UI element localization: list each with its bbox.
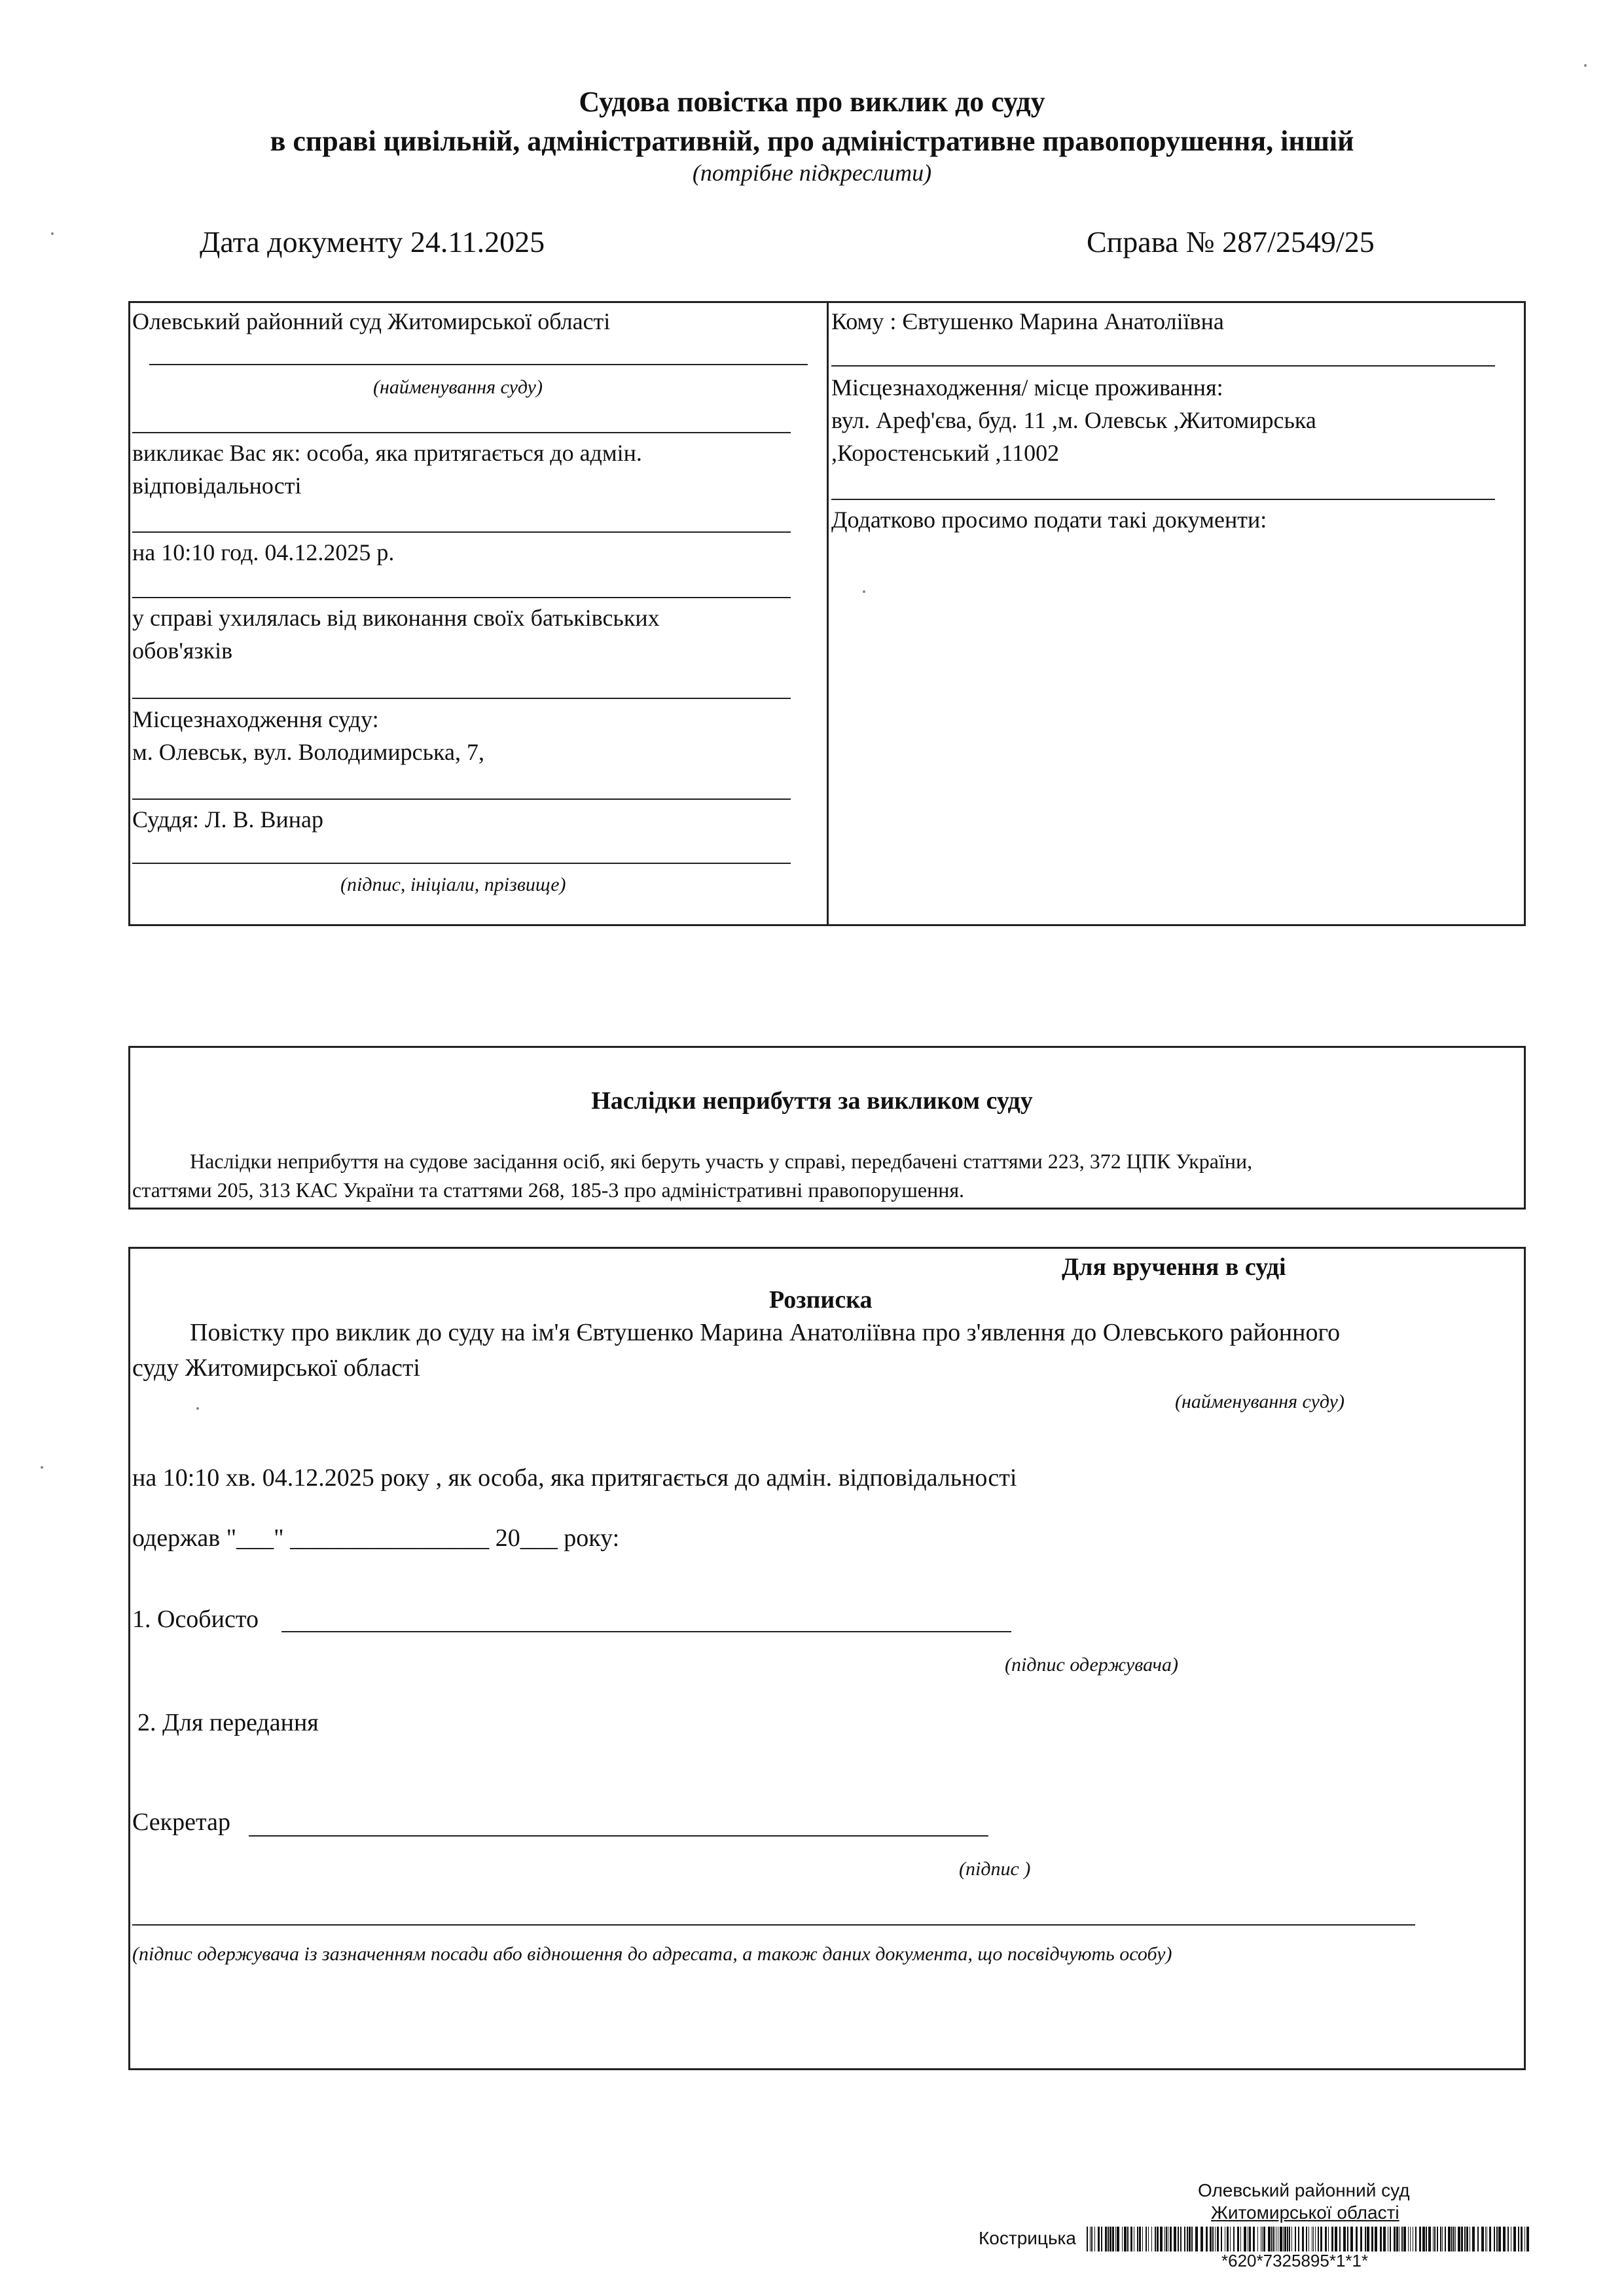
residence-address-cont: ,Коростенський ,11002 — [831, 440, 1060, 466]
secretary-label: Секретар — [132, 1808, 230, 1836]
barcode-bar — [1289, 2227, 1290, 2251]
judge-signature-caption: (підпис, ініціали, прізвище) — [340, 874, 566, 895]
divider — [132, 531, 791, 533]
secretary-signature-line — [249, 1835, 988, 1837]
barcode-bar — [1139, 2227, 1141, 2251]
barcode-bar — [1390, 2227, 1391, 2251]
barcode-bar — [1453, 2227, 1454, 2251]
barcode-bar — [1230, 2227, 1231, 2251]
barcode-bar — [1451, 2227, 1453, 2251]
court-name: Олевський районний суд Житомирської області — [132, 308, 611, 334]
divider — [149, 364, 808, 365]
divider — [132, 698, 791, 699]
barcode-bar — [1212, 2227, 1214, 2251]
document-title: Судова повістка про виклик до суду — [579, 86, 1045, 118]
barcode-bar — [1328, 2227, 1329, 2251]
barcode-bar — [1410, 2227, 1411, 2251]
barcode-bar — [1280, 2227, 1282, 2251]
consequences-title: Наслідки неприбуття за викликом суду — [591, 1087, 1033, 1115]
divider — [132, 432, 791, 433]
barcode-bar — [1155, 2227, 1156, 2251]
barcode-bar — [1408, 2227, 1409, 2251]
barcode-bar — [1148, 2227, 1149, 2251]
barcode-bar — [1442, 2227, 1443, 2251]
barcode-bar — [1127, 2227, 1128, 2251]
barcode-bar — [1221, 2227, 1222, 2251]
barcode-bar — [1315, 2227, 1316, 2251]
barcode-bar — [1263, 2227, 1265, 2251]
barcode-bar — [1115, 2227, 1116, 2251]
barcode-bar — [1257, 2227, 1258, 2251]
consequences-text: Наслідки неприбуття на судове засідання осіб, які беруть участь у справі, передбачені статтями 223, 372 ЦПК України, — [190, 1149, 1253, 1173]
divider — [831, 499, 1495, 500]
barcode-bar — [1215, 2227, 1216, 2251]
barcode-bar — [1521, 2227, 1523, 2251]
barcode-code: *620*7325895*1*1* — [1221, 2251, 1369, 2270]
barcode-bar — [1191, 2227, 1193, 2251]
barcode-bar — [1498, 2227, 1501, 2251]
receipt-text: Повістку про виклик до суду на ім'я Євтушенко Марина Анатоліївна про з'явлення до Олевського районного — [190, 1319, 1341, 1346]
stamp-court-name: Олевський районний суд — [1198, 2180, 1410, 2200]
barcode-bar — [1458, 2227, 1460, 2251]
barcode-bar — [1180, 2227, 1182, 2251]
barcode-bar — [1237, 2227, 1239, 2251]
barcode-bar — [1350, 2227, 1353, 2251]
clerk-name: Кострицька — [979, 2228, 1076, 2248]
barcode-bar — [1210, 2227, 1212, 2251]
barcode-bar — [1306, 2227, 1307, 2251]
barcode-bar — [1117, 2227, 1119, 2251]
barcode-bar — [1151, 2227, 1152, 2251]
barcode-bar — [1187, 2227, 1188, 2251]
barcode-bar — [1367, 2227, 1369, 2251]
barcode-bar — [1335, 2227, 1337, 2251]
barcode-bar — [1253, 2227, 1255, 2251]
barcode-bar — [1087, 2227, 1088, 2251]
divider — [831, 365, 1495, 367]
barcode-bar — [1401, 2227, 1403, 2251]
scan-speck — [51, 232, 54, 235]
barcode-bar — [1233, 2227, 1235, 2251]
barcode-bar — [1481, 2227, 1484, 2251]
barcode-bar — [1426, 2227, 1427, 2251]
summons-as: викликає Вас як: особа, яка притягається до адмін. — [132, 440, 642, 466]
hearing-time: на 10:10 год. 04.12.2025 р. — [132, 539, 395, 565]
barcode — [1087, 2227, 1532, 2251]
receipt-title: Розписка — [769, 1286, 873, 1314]
barcode-bar — [1240, 2227, 1241, 2251]
secretary-signature-caption: (підпис ) — [959, 1858, 1031, 1880]
barcode-bar — [1308, 2227, 1309, 2251]
case-number: Справа № 287/2549/25 — [1087, 225, 1375, 259]
barcode-bar — [1422, 2227, 1425, 2251]
barcode-bar — [1434, 2227, 1435, 2251]
barcode-bar — [1461, 2227, 1463, 2251]
barcode-bar — [1356, 2227, 1358, 2251]
barcode-bar — [1271, 2227, 1272, 2251]
barcode-bar — [1284, 2227, 1286, 2251]
barcode-bar — [1331, 2227, 1333, 2251]
barcode-bar — [1101, 2227, 1102, 2251]
barcode-bar — [1347, 2227, 1348, 2251]
scan-speck — [1584, 64, 1587, 67]
barcode-bar — [1383, 2227, 1386, 2251]
barcode-bar — [1287, 2227, 1288, 2251]
court-location-label: Місцезнаходження суду: — [132, 706, 379, 732]
barcode-bar — [1455, 2227, 1456, 2251]
barcode-bar — [1428, 2227, 1431, 2251]
barcode-bar — [1466, 2227, 1468, 2251]
signature-line — [132, 863, 791, 864]
barcode-bar — [1489, 2227, 1491, 2251]
scan-speck — [196, 1407, 199, 1410]
barcode-bar — [1091, 2227, 1092, 2251]
barcode-bar — [1090, 2227, 1091, 2251]
received-date-line: одержав "___" ________________ 20___ року: — [132, 1524, 620, 1552]
barcode-bar — [1268, 2227, 1271, 2251]
consequences-text-cont: статтями 205, 313 КАС України та статтями 268, 185-3 про адміністративні правопорушення. — [132, 1178, 965, 1202]
barcode-bar — [1518, 2227, 1519, 2251]
court-location: м. Олевськ, вул. Володимирська, 7, — [132, 739, 484, 765]
stamp-court-region: Житомирської області — [1211, 2202, 1399, 2223]
case-subject-cont: обов'язків — [132, 637, 233, 664]
barcode-bar — [1445, 2227, 1446, 2251]
barcode-bar — [1174, 2227, 1176, 2251]
barcode-bar — [1496, 2227, 1498, 2251]
barcode-bar — [1477, 2227, 1479, 2251]
barcode-bar — [1170, 2227, 1172, 2251]
barcode-bar — [1217, 2227, 1219, 2251]
barcode-bar — [1244, 2227, 1246, 2251]
barcode-bar — [1485, 2227, 1486, 2251]
barcode-bar — [1105, 2227, 1107, 2251]
document-date: Дата документу 24.11.2025 — [200, 225, 545, 259]
residence-label: Місцезнаходження/ місце проживання: — [831, 374, 1223, 401]
barcode-bar — [1146, 2227, 1147, 2251]
barcode-bar — [1160, 2227, 1163, 2251]
receipt-court-caption: (найменування суду) — [1175, 1391, 1344, 1412]
barcode-bar — [1249, 2227, 1251, 2251]
barcode-bar — [1178, 2227, 1179, 2251]
divider — [132, 798, 791, 800]
barcode-bar — [1206, 2227, 1208, 2251]
barcode-bar — [1494, 2227, 1495, 2251]
barcode-bar — [1440, 2227, 1441, 2251]
barcode-bar — [1124, 2227, 1127, 2251]
barcode-bar — [1262, 2227, 1263, 2251]
barcode-bar — [1371, 2227, 1373, 2251]
barcode-bar — [1526, 2227, 1529, 2251]
recipient-name: Кому : Євтушенко Марина Анатоліївна — [831, 308, 1224, 334]
barcode-bar — [1302, 2227, 1304, 2251]
recipient-signature-caption: (підпис одержувача) — [1005, 1654, 1178, 1676]
barcode-bar — [1313, 2227, 1314, 2251]
barcode-bar — [1325, 2227, 1327, 2251]
barcode-bar — [1195, 2227, 1198, 2251]
receipt-text-cont: суду Житомирської області — [132, 1354, 420, 1382]
column-divider — [827, 301, 829, 926]
personally-label: 1. Особисто — [132, 1605, 259, 1633]
for-court-label: Для вручення в суді — [1062, 1253, 1286, 1281]
barcode-bar — [1137, 2227, 1138, 2251]
barcode-bar — [1318, 2227, 1319, 2251]
barcode-bar — [1283, 2227, 1284, 2251]
barcode-bar — [1122, 2227, 1123, 2251]
barcode-bar — [1507, 2227, 1509, 2251]
barcode-bar — [1108, 2227, 1109, 2251]
residence-address: вул. Ареф'єва, буд. 11 ,м. Олевськ ,Житомирська — [831, 407, 1316, 433]
barcode-bar — [1380, 2227, 1382, 2251]
personally-signature-line — [281, 1631, 1011, 1632]
barcode-bar — [1112, 2227, 1114, 2251]
barcode-bar — [1415, 2227, 1416, 2251]
document-subtitle: (потрібне підкреслити) — [692, 160, 932, 186]
barcode-bar — [1291, 2227, 1292, 2251]
barcode-bar — [1375, 2227, 1377, 2251]
scan-speck — [41, 1466, 43, 1469]
barcode-bar — [1437, 2227, 1438, 2251]
barcode-bar — [1295, 2227, 1296, 2251]
for-transfer-label: 2. Для передання — [137, 1709, 319, 1736]
barcode-bar — [1184, 2227, 1185, 2251]
barcode-bar — [1396, 2227, 1398, 2251]
barcode-bar — [1130, 2227, 1132, 2251]
barcode-bar — [1403, 2227, 1406, 2251]
barcode-bar — [1472, 2227, 1475, 2251]
barcode-bar — [1464, 2227, 1466, 2251]
court-name-caption: (найменування суду) — [373, 376, 543, 398]
barcode-bar — [1164, 2227, 1165, 2251]
scan-speck — [863, 590, 865, 593]
barcode-bar — [1094, 2227, 1095, 2251]
barcode-bar — [1227, 2227, 1229, 2251]
barcode-bar — [1320, 2227, 1322, 2251]
barcode-bar — [1394, 2227, 1396, 2251]
barcode-bar — [1360, 2227, 1362, 2251]
barcode-bar — [1503, 2227, 1506, 2251]
barcode-bar — [1142, 2227, 1143, 2251]
final-signature-caption: (підпис одержувача із зазначенням посади або відношення до адресата, а також даних документа, що посвідчують особу) — [132, 1943, 1172, 1965]
barcode-bar — [1298, 2227, 1299, 2251]
barcode-bar — [1343, 2227, 1346, 2251]
barcode-bar — [1365, 2227, 1366, 2251]
documents-request: Додатково просимо подати такі документи: — [831, 507, 1267, 533]
barcode-bar — [1339, 2227, 1341, 2251]
barcode-bar — [1157, 2227, 1159, 2251]
barcode-bar — [1200, 2227, 1203, 2251]
barcode-bar — [1448, 2227, 1451, 2251]
barcode-bar — [1098, 2227, 1100, 2251]
summons-as-cont: відповідальності — [132, 473, 302, 499]
barcode-bar — [1110, 2227, 1111, 2251]
barcode-bar — [1513, 2227, 1516, 2251]
barcode-bar — [1433, 2227, 1434, 2251]
final-signature-line — [132, 1924, 1415, 1926]
barcode-bar — [1166, 2227, 1167, 2251]
receipt-time: на 10:10 хв. 04.12.2025 року , як особа, яка притягається до адмін. відповідальності — [132, 1464, 1017, 1492]
barcode-bar — [1189, 2227, 1191, 2251]
document-title-line2: в справі цивільній, адміністративній, про адміністративне правопорушення, іншій — [270, 125, 1354, 157]
judge-name: Суддя: Л. В. Винар — [132, 806, 323, 833]
barcode-bar — [1273, 2227, 1274, 2251]
divider — [132, 597, 791, 598]
barcode-bar — [1419, 2227, 1421, 2251]
case-subject: у справі ухилялась від виконання своїх батьківських — [132, 605, 660, 631]
